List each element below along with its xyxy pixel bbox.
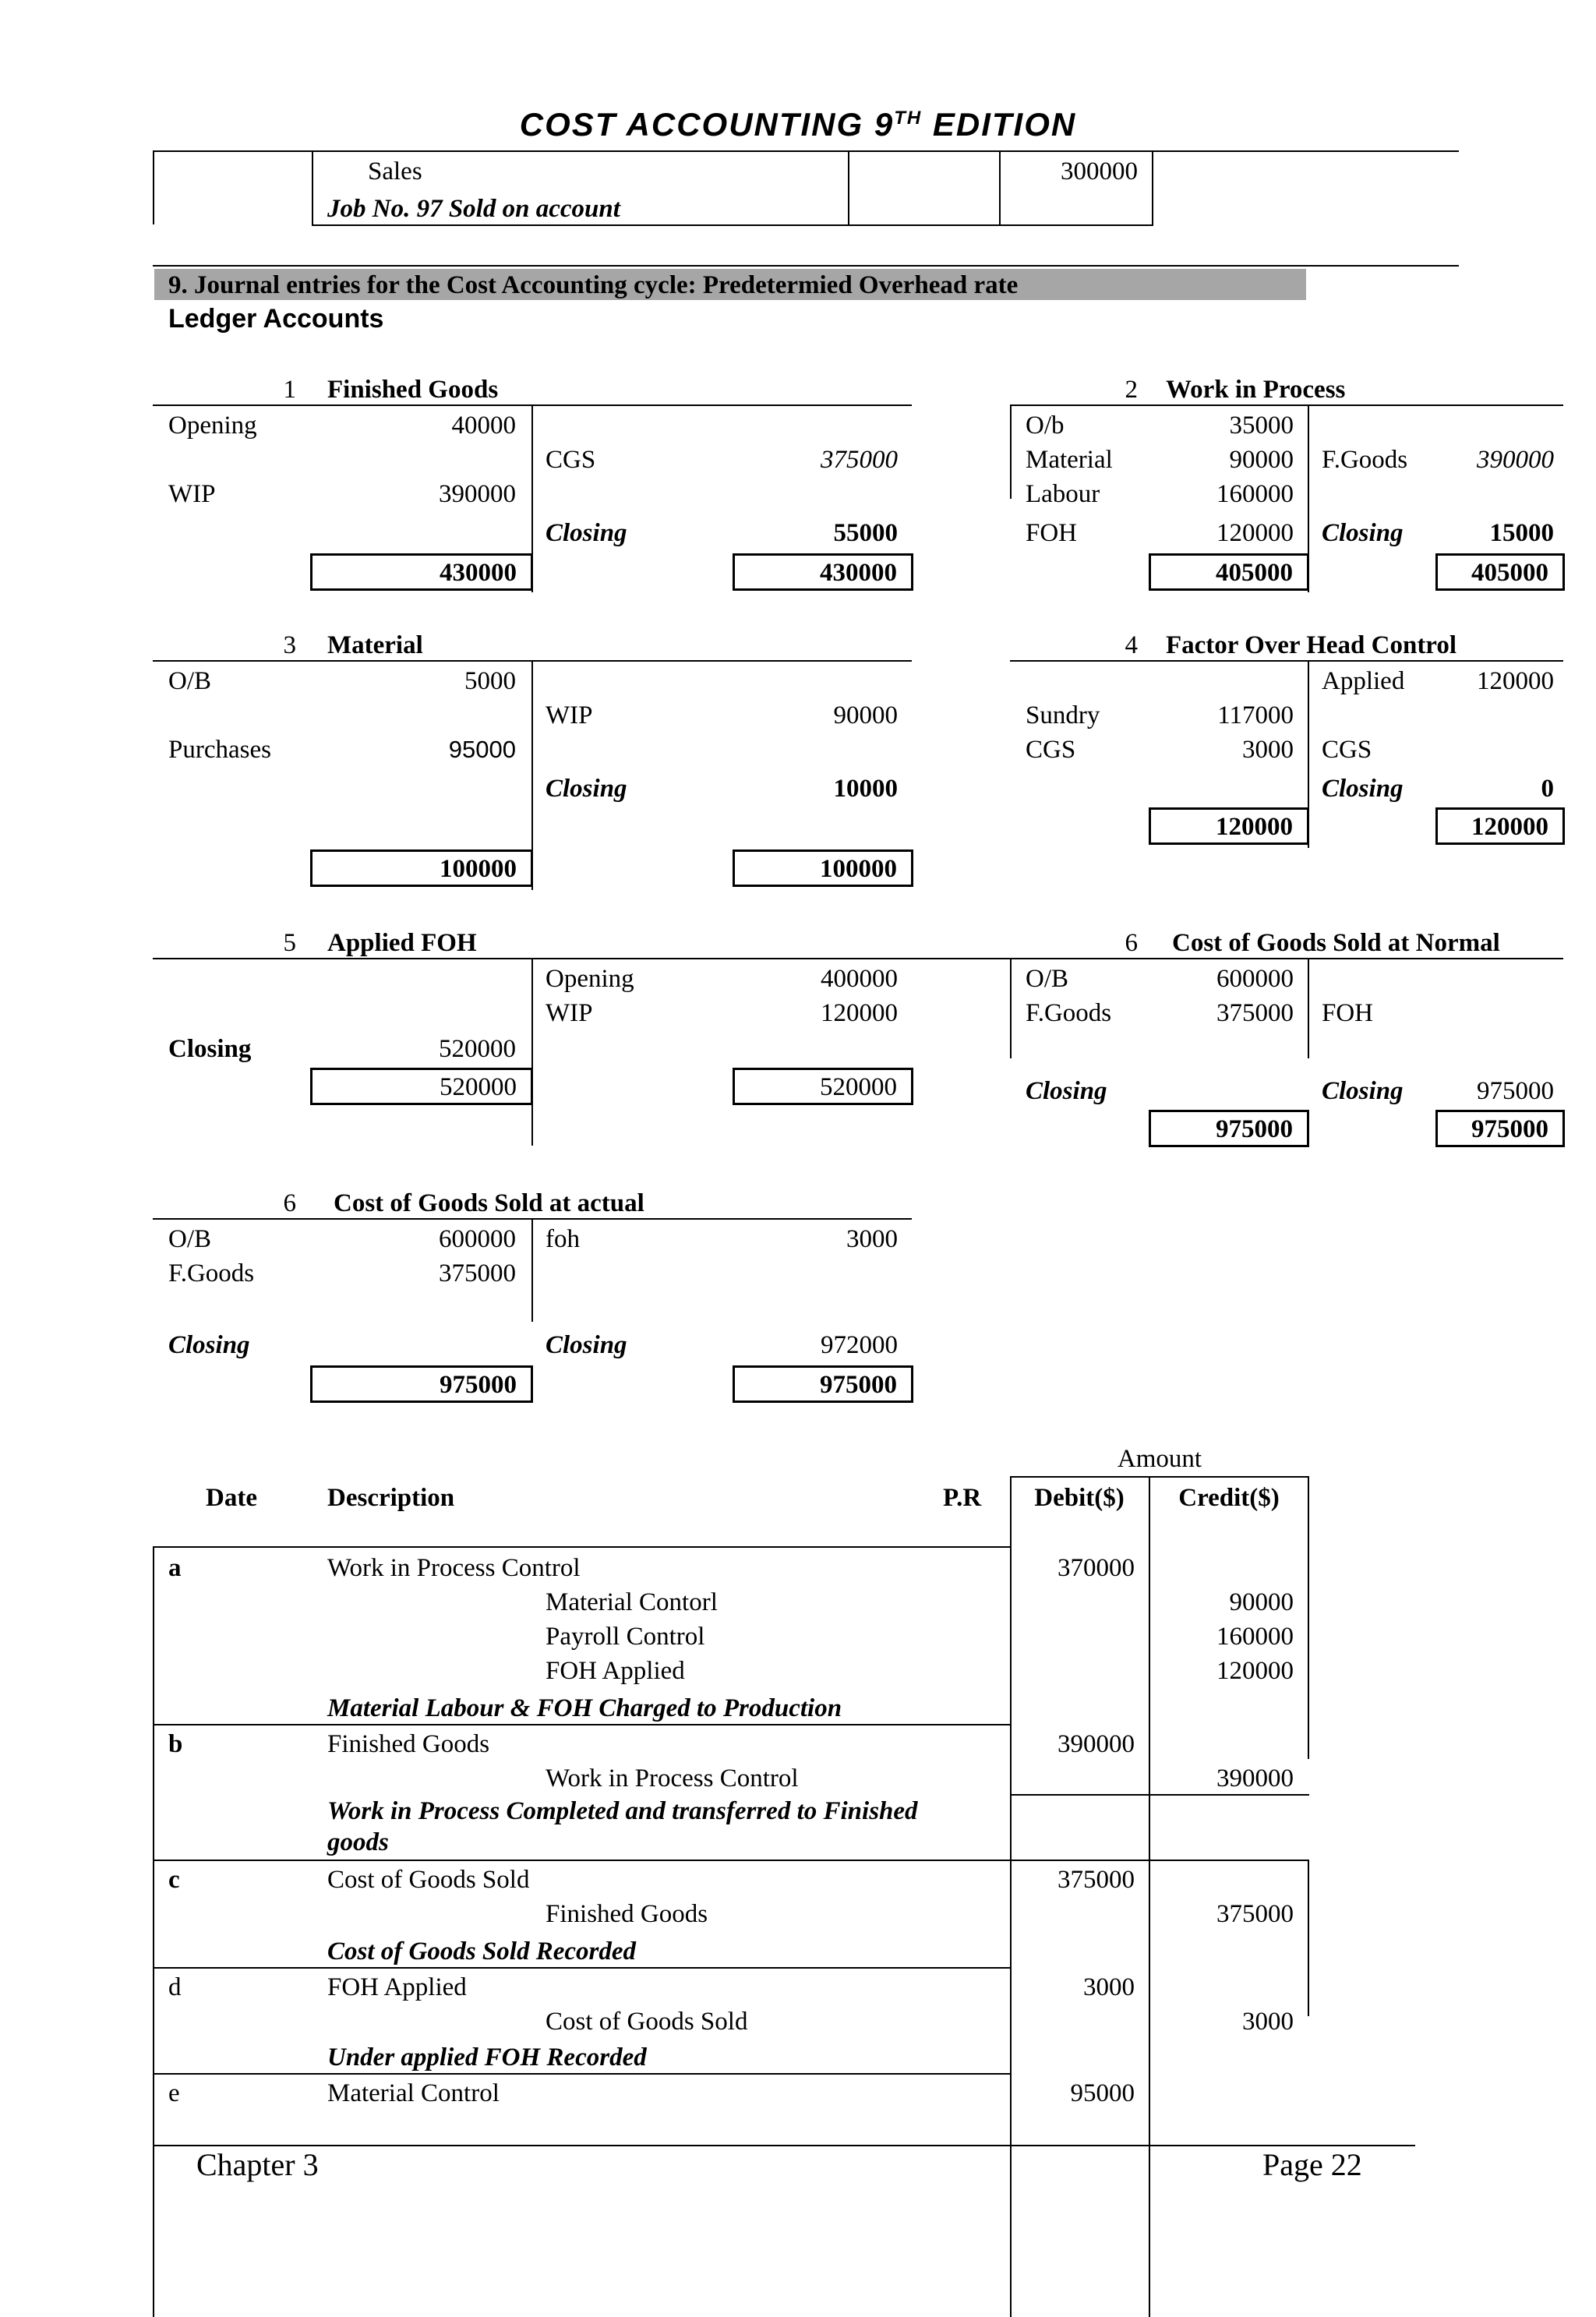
ledger-debit-label: Closing bbox=[168, 1331, 250, 1359]
ledger-debit-amount: 40000 bbox=[451, 411, 516, 440]
ledger-debit-label: Material bbox=[1026, 446, 1113, 474]
ledger-debit-label: CGS bbox=[1026, 736, 1076, 764]
col-header-credit: Credit($) bbox=[1178, 1484, 1280, 1512]
ledger-credit-label: foh bbox=[546, 1225, 580, 1253]
ledger-debit-label: F.Goods bbox=[168, 1259, 255, 1287]
ledger-title: Work in Process bbox=[1166, 376, 1346, 404]
ledger-title: Cost of Goods Sold at actual bbox=[334, 1189, 644, 1217]
ledger-debit-amount: 375000 bbox=[1216, 999, 1294, 1027]
ledger-credit-label: FOH bbox=[1322, 999, 1374, 1027]
ledger-credit-label: F.Goods bbox=[1322, 446, 1408, 474]
ledger-credit-label: Closing bbox=[546, 1331, 627, 1359]
sales-amount: 300000 bbox=[1061, 157, 1138, 185]
ledger-credit-label: Opening bbox=[546, 965, 634, 993]
ledger-credit-total: 100000 bbox=[733, 849, 913, 887]
ledger-credit-label: Closing bbox=[1322, 775, 1404, 803]
entry-debit-account: Material Control bbox=[327, 2079, 500, 2107]
section-title: 9. Journal entries for the Cost Accounting cycle: Predetermied Overhead rate bbox=[168, 271, 1019, 299]
entry-date: b bbox=[168, 1730, 183, 1758]
entry-credit-amount: 375000 bbox=[1216, 1900, 1294, 1928]
entry-debit-amount: 375000 bbox=[1058, 1866, 1135, 1894]
section-subtitle: Ledger Accounts bbox=[168, 304, 384, 334]
ledger-debit-total: 120000 bbox=[1149, 807, 1309, 845]
ledger-number: 2 bbox=[1125, 376, 1138, 404]
entry-debit-account: Finished Goods bbox=[327, 1730, 490, 1758]
ledger-debit-amount: 375000 bbox=[439, 1259, 516, 1287]
ledger-debit-label: Opening bbox=[168, 411, 257, 440]
entry-credit-account: Payroll Control bbox=[546, 1623, 705, 1651]
entry-credit-account: Work in Process Control bbox=[546, 1764, 799, 1792]
entry-credit-account: Material Contorl bbox=[546, 1588, 718, 1616]
entry-credit-amount: 120000 bbox=[1216, 1657, 1294, 1685]
col-header-debit: Debit($) bbox=[1034, 1484, 1125, 1512]
ledger-number: 6 bbox=[283, 1189, 296, 1217]
entry-debit-amount: 390000 bbox=[1058, 1730, 1135, 1758]
entry-narration: Under applied FOH Recorded bbox=[327, 2043, 647, 2072]
ledger-debit-amount: 520000 bbox=[439, 1035, 516, 1063]
ledger-debit-amount: 95000 bbox=[448, 736, 516, 763]
entry-credit-amount: 160000 bbox=[1216, 1623, 1294, 1651]
entry-debit-account: FOH Applied bbox=[327, 1973, 467, 2001]
sales-account: Sales bbox=[368, 157, 422, 185]
ledger-number: 4 bbox=[1125, 631, 1138, 659]
ledger-debit-total: 520000 bbox=[310, 1068, 533, 1105]
entry-credit-account: FOH Applied bbox=[546, 1657, 685, 1685]
entry-credit-account: Finished Goods bbox=[546, 1900, 708, 1928]
ledger-credit-amount: 90000 bbox=[833, 701, 898, 729]
page-header-title: COST ACCOUNTING 9TH EDITION bbox=[519, 106, 1077, 143]
ledger-credit-label: CGS bbox=[1322, 736, 1372, 764]
ledger-credit-total: 405000 bbox=[1435, 553, 1565, 591]
ledger-debit-amount: 5000 bbox=[464, 667, 516, 695]
ledger-debit-amount: 35000 bbox=[1229, 411, 1294, 440]
header-rule bbox=[153, 150, 1459, 152]
ledger-credit-amount: 10000 bbox=[833, 775, 898, 803]
ledger-number: 5 bbox=[283, 929, 296, 957]
ledger-credit-amount: 375000 bbox=[821, 446, 898, 474]
ledger-debit-amount: 390000 bbox=[439, 480, 516, 508]
ledger-credit-label: Closing bbox=[546, 775, 627, 803]
ledger-title: Factor Over Head Control bbox=[1166, 631, 1457, 659]
ledger-credit-label: WIP bbox=[546, 999, 593, 1027]
ledger-credit-label: CGS bbox=[546, 446, 596, 474]
ledger-credit-total: 520000 bbox=[733, 1068, 913, 1105]
ledger-credit-amount: 0 bbox=[1541, 775, 1554, 803]
ledger-debit-total: 430000 bbox=[310, 553, 533, 591]
entry-narration: goods bbox=[327, 1828, 389, 1856]
amount-header: Amount bbox=[1117, 1445, 1202, 1473]
entry-credit-amount: 90000 bbox=[1229, 1588, 1294, 1616]
ledger-debit-amount: 117000 bbox=[1217, 701, 1294, 729]
col-header-description: Description bbox=[327, 1484, 455, 1512]
entry-debit-amount: 370000 bbox=[1058, 1554, 1135, 1582]
entry-narration: Work in Process Completed and transferred to Finished bbox=[327, 1797, 918, 1825]
entry-narration: Material Labour & FOH Charged to Production bbox=[327, 1694, 842, 1722]
ledger-credit-amount: 400000 bbox=[821, 965, 898, 993]
entry-date: a bbox=[168, 1554, 182, 1582]
ledger-debit-label: O/B bbox=[1026, 965, 1069, 993]
ledger-number: 6 bbox=[1125, 929, 1138, 957]
entry-date: d bbox=[168, 1973, 182, 2001]
entry-debit-amount: 3000 bbox=[1083, 1973, 1135, 2001]
ledger-credit-amount: 120000 bbox=[1477, 667, 1554, 695]
entry-credit-amount: 390000 bbox=[1216, 1764, 1294, 1792]
footer-rule bbox=[153, 2145, 1415, 2146]
entry-debit-account: Cost of Goods Sold bbox=[327, 1866, 530, 1894]
ledger-debit-label: WIP bbox=[168, 480, 216, 508]
ledger-debit-label: O/b bbox=[1026, 411, 1065, 440]
ledger-debit-amount: 600000 bbox=[439, 1225, 516, 1253]
ledger-debit-amount: 90000 bbox=[1229, 446, 1294, 474]
col-header-pr: P.R bbox=[943, 1484, 982, 1512]
ledger-debit-label: F.Goods bbox=[1026, 999, 1112, 1027]
footer-page: Page 22 bbox=[1262, 2147, 1362, 2182]
ledger-debit-label: Purchases bbox=[168, 736, 271, 764]
ledger-credit-amount: 972000 bbox=[821, 1331, 898, 1359]
ledger-debit-label: O/B bbox=[168, 667, 212, 695]
ledger-credit-total: 975000 bbox=[1435, 1110, 1565, 1147]
ledger-title: Cost of Goods Sold at Normal bbox=[1172, 929, 1500, 957]
ledger-credit-amount: 390000 bbox=[1477, 446, 1554, 474]
ledger-credit-label: Closing bbox=[1322, 1077, 1404, 1105]
ledger-credit-total: 975000 bbox=[733, 1365, 913, 1403]
ledger-debit-label: Sundry bbox=[1026, 701, 1100, 729]
ledger-title: Applied FOH bbox=[327, 929, 477, 957]
ledger-debit-total: 975000 bbox=[310, 1365, 533, 1403]
ledger-credit-label: WIP bbox=[546, 701, 593, 729]
ledger-debit-total: 975000 bbox=[1149, 1110, 1309, 1147]
ledger-credit-amount: 120000 bbox=[821, 999, 898, 1027]
ledger-credit-total: 120000 bbox=[1435, 807, 1565, 845]
ledger-debit-amount: 600000 bbox=[1216, 965, 1294, 993]
ledger-debit-amount: 160000 bbox=[1216, 480, 1294, 508]
section-rule bbox=[153, 265, 1459, 267]
ledger-title: Finished Goods bbox=[327, 376, 499, 404]
ledger-debit-label: FOH bbox=[1026, 519, 1078, 547]
ledger-debit-label: O/B bbox=[168, 1225, 212, 1253]
entry-debit-account: Work in Process Control bbox=[327, 1554, 581, 1582]
ledger-debit-amount: 120000 bbox=[1216, 519, 1294, 547]
sales-narration: Job No. 97 Sold on account bbox=[327, 195, 620, 223]
ledger-number: 1 bbox=[283, 376, 296, 404]
ledger-debit-label: Closing bbox=[1026, 1077, 1107, 1105]
ledger-credit-label: Applied bbox=[1322, 667, 1405, 695]
ledger-debit-total: 405000 bbox=[1149, 553, 1309, 591]
ledger-credit-label: Closing bbox=[546, 519, 627, 547]
ledger-credit-amount: 3000 bbox=[846, 1225, 898, 1253]
footer-chapter: Chapter 3 bbox=[196, 2147, 319, 2182]
entry-narration: Cost of Goods Sold Recorded bbox=[327, 1937, 636, 1966]
ledger-debit-total: 100000 bbox=[310, 849, 533, 887]
entry-credit-amount: 3000 bbox=[1242, 2008, 1294, 2036]
ledger-credit-amount: 15000 bbox=[1489, 519, 1554, 547]
ledger-credit-amount: 55000 bbox=[833, 519, 898, 547]
ledger-credit-total: 430000 bbox=[733, 553, 913, 591]
ledger-title: Material bbox=[327, 631, 423, 659]
col-header-date: Date bbox=[206, 1484, 257, 1512]
ledger-debit-label: Closing bbox=[168, 1035, 252, 1063]
ledger-debit-amount: 3000 bbox=[1242, 736, 1294, 764]
entry-credit-account: Cost of Goods Sold bbox=[546, 2008, 748, 2036]
ledger-number: 3 bbox=[283, 631, 296, 659]
ledger-debit-label: Labour bbox=[1026, 480, 1100, 508]
ledger-credit-amount: 975000 bbox=[1477, 1077, 1554, 1105]
entry-debit-amount: 95000 bbox=[1070, 2079, 1135, 2107]
ledger-credit-label: Closing bbox=[1322, 519, 1404, 547]
entry-date: c bbox=[168, 1866, 180, 1894]
entry-date: e bbox=[168, 2079, 180, 2107]
